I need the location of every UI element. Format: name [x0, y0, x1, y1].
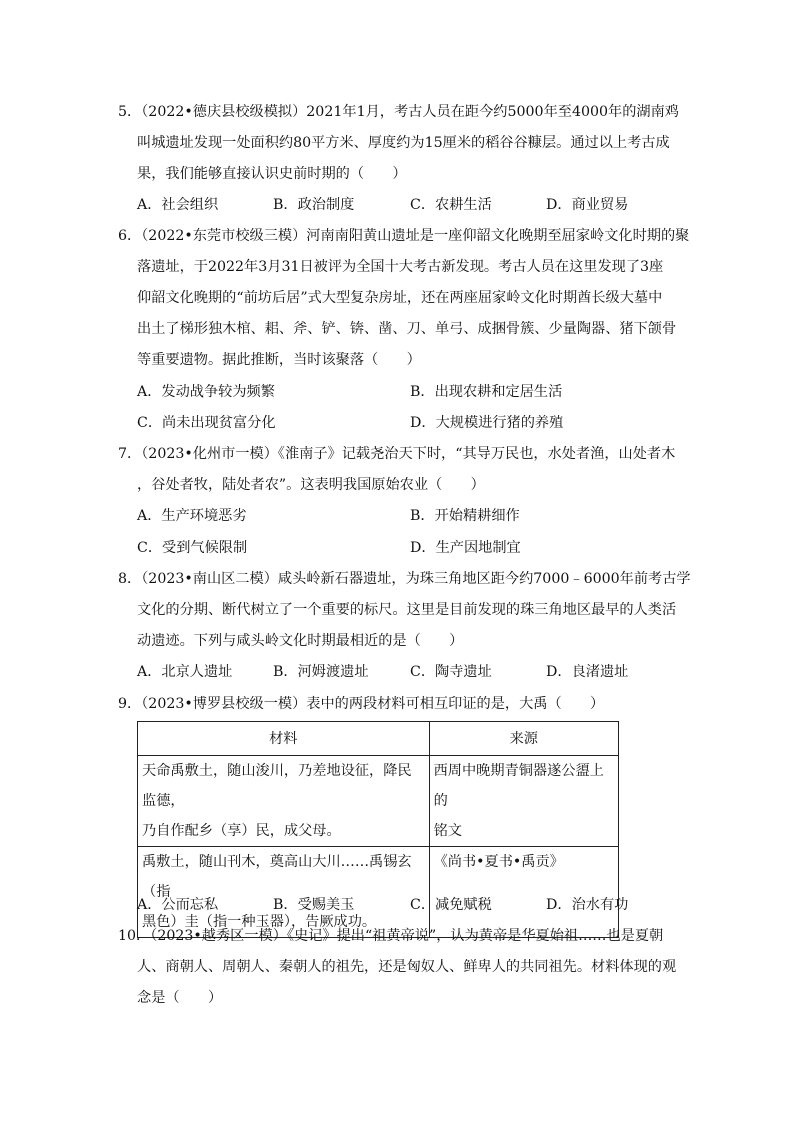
question-stem-line: 出土了梯形独木棺、耜、斧、铲、锛、凿、刀、单弓、成捆骨簇、少量陶器、猪下颌骨: [137, 321, 677, 337]
options-row: [137, 895, 737, 915]
question-stem-line: 叫城遗址发现一处面积约80平方米、厚度约为15厘米的稻谷谷糠层。通过以上考古成: [137, 135, 670, 151]
cell-line: 乃自作配乡（享）民，成父母。: [142, 823, 341, 839]
table-header: 来源: [429, 722, 618, 756]
table-cell-source: [429, 756, 618, 847]
cell-line: 黑色）圭（指一种玉器），告厥成功。: [142, 914, 377, 930]
option-d[interactable]: D．良渚遗址: [546, 664, 629, 680]
table-cell-material: [138, 756, 430, 847]
question-stem-line: 10．（2023•越秀区一模）《史记》提出“祖黄帝说”，认为黄帝是华夏始祖……也是夏朝: [118, 928, 664, 944]
option-c[interactable]: C．农耕生活: [410, 197, 492, 213]
question-stem-line: 5．（2022•德庆县校级模拟）2021年1月，考古人员在距今约5000年至4000年的湖南鸡: [118, 104, 679, 120]
option-b[interactable]: B．出现农耕和定居生活: [410, 384, 563, 400]
question-stem-line: ，谷处者牧，陆处者农”。这表明我国原始农业（ ）: [137, 477, 485, 493]
option-d[interactable]: D．大规模进行猪的养殖: [410, 415, 564, 431]
question-stem-line: 6．（2022•东莞市校级三模）河南南阳黄山遗址是一座仰韶文化晚期至屈家岭文化时期的聚: [118, 228, 690, 244]
option-a[interactable]: A．北京人遗址: [137, 664, 233, 680]
option-b[interactable]: B．政治制度: [273, 197, 355, 213]
option-c[interactable]: C．陶寺遗址: [410, 664, 492, 680]
table-header-row: [138, 722, 619, 756]
question-stem-line: 等重要遗物。据此推断，当时该聚落（ ）: [137, 352, 421, 368]
question-stem-line: 8．（2023•南山区二模）咸头岭新石器遗址，为珠三角地区距今约7000﹣6000年前考古学: [118, 571, 691, 587]
options-row: [137, 538, 737, 558]
question-stem-line: 仰韶文化晚期的“前坊后居”式大型复杂房址，还在两座屈家岭文化时期酋长级大墓中: [137, 290, 663, 306]
question-stem-line: 落遗址，于2022年3月31日被评为全国十大考古新发现。考古人员在这里发现了3座: [137, 259, 664, 275]
cell-line: 铭文: [433, 823, 462, 839]
table-header: 材料: [138, 722, 430, 756]
question-stem-line: 念是（ ）: [137, 990, 223, 1006]
question-stem-line: 文化的分期、断代树立了一个重要的标尺。这里是目前发现的珠三角地区最早的人类活: [137, 602, 677, 618]
option-b[interactable]: B．开始精耕细作: [410, 508, 520, 524]
option-b[interactable]: B．河姆渡遗址: [273, 664, 369, 680]
cell-line: 禹敷土，随山刊木，奠高山大川……禹锡玄（指: [142, 854, 412, 900]
question-stem-line: 人、商朝人、周朝人、秦朝人的祖先，还是匈奴人、鲜卑人的共同祖先。材料体现的观: [137, 959, 677, 975]
options-row: [137, 195, 737, 215]
options-row: [137, 662, 737, 682]
option-d[interactable]: D．生产因地制宜: [410, 540, 521, 556]
table-cell-material: [138, 847, 430, 938]
cell-line: 《尚书•夏书•禹贡》: [433, 854, 564, 870]
option-a[interactable]: A．公而忘私: [137, 897, 219, 913]
question-stem-line: 动遗迹。下列与咸头岭文化时期最相近的是（ ）: [137, 633, 464, 649]
option-c[interactable]: C．减免赋税: [410, 897, 492, 913]
cell-line: 天命禹敷土，随山浚川，乃差地设征，降民监德，: [142, 763, 412, 809]
options-row: [137, 506, 737, 526]
question-stem-line: 9．（2023•博罗县校级一模）表中的两段材料可相互印证的是，大禹（ ）: [118, 696, 605, 712]
cell-line: 西周中晚期青铜器遂公盨上的: [433, 763, 604, 809]
options-row: [137, 382, 737, 402]
option-a[interactable]: A．发动战争较为频繁: [137, 384, 275, 400]
option-d[interactable]: D．治水有功: [546, 897, 629, 913]
options-row: [137, 413, 737, 433]
question-stem-line: 7．（2023•化州市一模）《淮南子》记载尧治天下时，“其导万民也，水处者渔，山处者木: [118, 446, 676, 462]
option-a[interactable]: A．生产环境恶劣: [137, 508, 247, 524]
table-cell-source: [429, 847, 618, 938]
table-row: [138, 756, 619, 847]
option-c[interactable]: C．受到气候限制: [137, 540, 248, 556]
option-d[interactable]: D．商业贸易: [546, 197, 629, 213]
option-a[interactable]: A．社会组织: [137, 197, 219, 213]
question-stem-line: 果，我们能够直接认识史前时期的（ ）: [137, 166, 407, 182]
option-b[interactable]: B．受赐美玉: [273, 897, 355, 913]
option-c[interactable]: C．尚未出现贫富分化: [137, 415, 276, 431]
table-row: [138, 847, 619, 938]
